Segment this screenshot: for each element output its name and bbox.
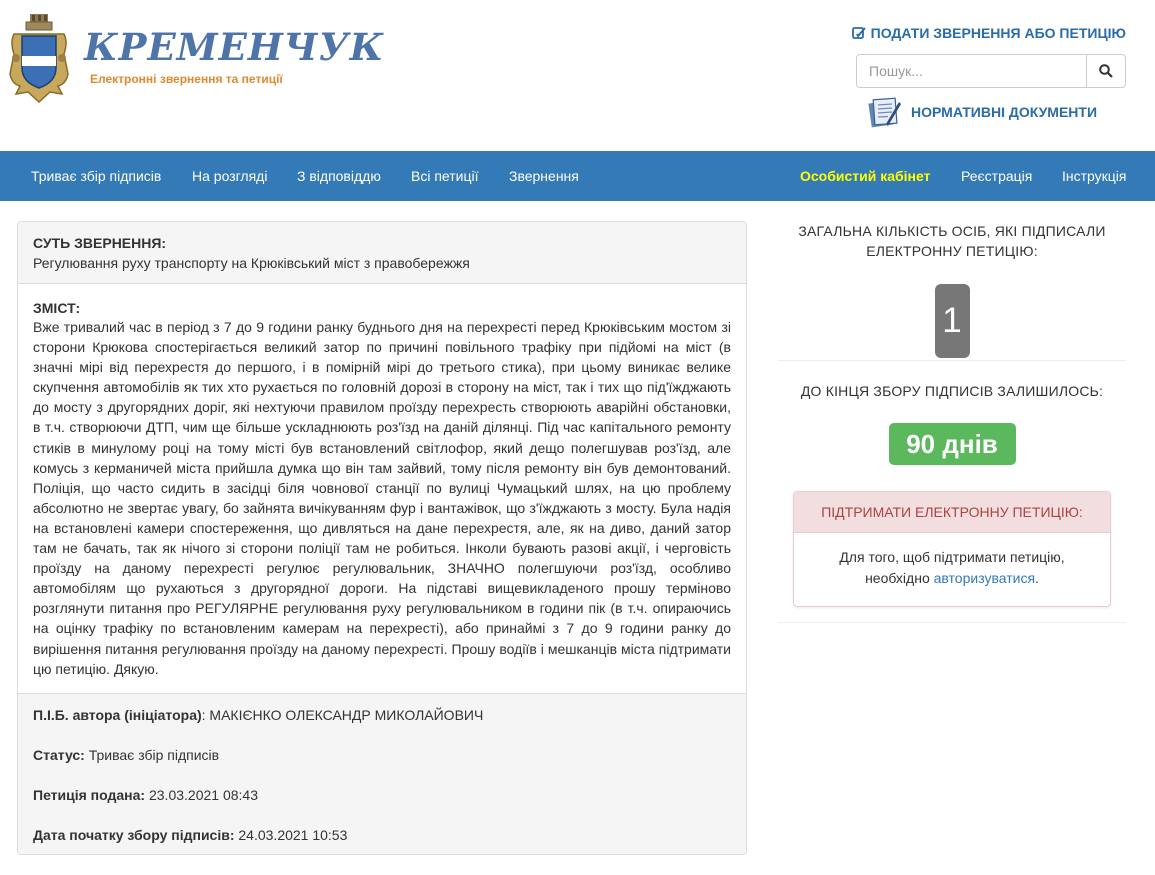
author-value: : МАКІЄНКО ОЛЕКСАНДР МИКОЛАЙОВИЧ [201,707,484,723]
support-text-suffix: . [1035,570,1039,586]
submit-petition-link[interactable] [852,25,1126,41]
search-form [856,54,1126,88]
content-label: ЗМІСТ: [33,300,81,316]
status-value: Триває збір підписів [84,747,220,763]
divider [778,622,1126,623]
nav-instructions[interactable]: Інструкція [1062,168,1127,184]
petition-meta-section [18,693,746,854]
city-crest-icon [8,14,70,104]
signers-title-line-1: ЗАГАЛЬНА КІЛЬКІСТЬ ОСІБ, ЯКІ ПІДПИСАЛИ [798,223,1106,239]
support-petition-box [793,491,1111,607]
logo-name: КРЕМЕНЧУК [84,25,385,69]
status-row [33,747,731,787]
search-icon [1099,64,1113,78]
nav-personal-cabinet[interactable]: Особистий кабінет [800,168,931,184]
documents-icon [866,96,901,128]
petition-panel [17,221,747,855]
support-body [794,533,1110,606]
petition-content-section [18,284,746,694]
signers-title-line-2: ЕЛЕКТРОННУ ПЕТИЦІЮ: [866,243,1038,259]
start-date-label: Дата початку збору підписів: [33,827,235,843]
signers-title [778,221,1126,261]
search-input[interactable] [856,54,1086,88]
submitted-value: 23.03.2021 08:43 [145,787,258,803]
remaining-title: ДО КІНЦЯ ЗБОРУ ПІДПИСІВ ЗАЛИШИЛОСЬ: [800,383,1104,399]
signers-count-badge: 1 [935,284,970,358]
edit-icon [852,26,866,40]
logo-subtitle: Електронні звернення та петиції [90,72,283,86]
author-label: П.І.Б. автора (ініціатора) [33,707,202,723]
subject-label: СУТЬ ЗВЕРНЕННЯ: [33,235,167,251]
nav-appeals[interactable]: Звернення [509,168,579,184]
nav-registration[interactable]: Реєстрація [961,168,1033,184]
main-navbar [0,151,1155,201]
author-row [33,707,731,747]
start-date-value: 24.03.2021 10:53 [234,827,348,843]
support-text-line-2 [804,568,1100,589]
normative-docs-label: НОРМАТИВНІ ДОКУМЕНТИ [911,104,1098,120]
nav-collecting-signatures[interactable]: Триває збір підписів [31,168,162,184]
remaining-days-badge: 90 днів [889,423,1016,465]
submitted-label: Петиція подана: [33,787,146,803]
petition-subject-section [18,222,746,284]
nav-all-petitions[interactable]: Всі петиції [411,168,479,184]
divider [778,360,1126,361]
login-link[interactable]: авторизуватися [933,570,1036,586]
submit-petition-label: ПОДАТИ ЗВЕРНЕННЯ АБО ПЕТИЦІЮ [870,25,1126,41]
support-text-line-1: Для того, щоб підтримати петицію, [839,549,1065,565]
site-logo[interactable] [8,14,384,104]
site-header [0,0,1155,151]
nav-under-review[interactable]: На розгляді [192,168,268,184]
content-text: Вже тривалий час в період з 7 до 9 години ранку буднього дня на перехресті перед Крюківським мостом зі сторони Крюкова спостерігається великий затор по причині повільного трафіку при підйомі на міст (в значні мірі від перехрестя до першого, і в помірній мірі до третього стика), при цьому виникає велике скупчення автомобілів як тих хто рухається по головній дорозі в сторону на міст, так і тих що під'їжджають до мосту з другорядних доріг, які нехтуючи правилом проїзду перехресть створюють аварійні обстановки, в т.ч. створюючи ДТП, чим ще більше ускладнюють роз'їзд на даній ділянці. Під час капітального ремонту стиків в минулому році на тому місті був встановлений світлофор, який дещо полегшував роз'їзд, але комусь з керманичей міста прийшла думка що він там зайвий, тому після ремонту він був демонтований. Поліція, що часто сидить в засідці біля човнової станції по вулиці Чумацький шлях, на цю проблему абсолютно не звертає увагу, бо зайнята вичікуванням фур і вантажівок, що з'їжджають з мосту. Була надія на встановлені камери спостереження, що дивляться на дане перехрестя, але, як на диво, даний затор там не бачать, так як нічого зі сторони поліції там не робиться. Інколи бувають разові акції, і черговість проїзду на даному перехресті регулює регулювальник, ЗНАЧНО полегшуючи роз'їзд, особливо автомобілям що рухаються з другорядної дороги. На підставі вищевикладеного прошу терміново розглянути питання про РЕГУЛЯРНЕ регулювання руху регулювальником в години пік (в т.ч. опираючись на оцінку трафіку по встановленим камерам на перехресті), або принаймі з 7 до 9 години ранку до вирішення питання регулювання проїзду на даному перехресті. Прошу водіїв і мешканців міста підтримати цю петицію. Дякую. [33,319,731,677]
support-text-prefix: необхідно [865,570,934,586]
support-title: ПІДТРИМАТИ ЕЛЕКТРОННУ ПЕТИЦІЮ: [794,492,1110,533]
normative-docs-link[interactable] [866,96,1097,128]
petition-sidebar [778,221,1126,623]
status-label: Статус: [33,747,85,763]
nav-answered[interactable]: З відповіддю [297,168,381,184]
submitted-row [33,787,731,827]
subject-text: Регулювання руху транспорту на Крюківський міст з правобережжя [33,255,470,271]
search-button[interactable] [1086,54,1126,88]
start-date-row [33,827,731,867]
